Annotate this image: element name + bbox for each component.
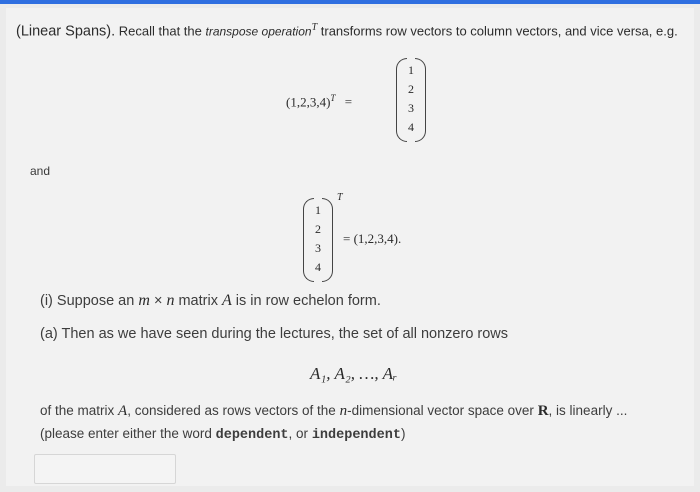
row-vector: (1,2,3,4)	[286, 94, 331, 110]
equation-1-lhs	[286, 93, 352, 110]
part-i-mid: matrix	[178, 293, 218, 309]
times-symbol: ×	[153, 293, 163, 309]
para-text: -dimensional vector space over	[347, 403, 534, 418]
para-text: (please enter either the word	[40, 426, 212, 441]
vector-entry: 2	[315, 222, 321, 236]
top-accent-bar	[0, 0, 700, 4]
var-m: m	[138, 292, 150, 309]
part-i-suffix: is in row echelon form.	[235, 293, 381, 309]
rows-formula: A₁, A₂, …, Aᵣ	[310, 364, 398, 383]
var-A: A	[118, 403, 128, 419]
column-vector-2	[303, 198, 333, 280]
intro-text-after: transforms row vectors to column vectors, and vice versa, e.g.	[320, 23, 678, 39]
paragraph-line-1	[40, 403, 627, 420]
var-n: n	[166, 292, 175, 309]
vector-entry: 3	[315, 241, 321, 255]
var-A: A	[221, 292, 232, 309]
question-title: (Linear Spans).	[16, 23, 116, 40]
intro-line	[16, 22, 678, 39]
part-a-text: (a) Then as we have seen during the lectures, the set of all nonzero rows	[40, 326, 509, 342]
para-text: , or	[288, 426, 309, 441]
column-vector-1	[396, 58, 426, 140]
answer-input[interactable]	[34, 454, 176, 484]
para-text: , is linearly ...	[548, 403, 628, 418]
para-text: , considered as rows vectors of the	[127, 403, 336, 418]
and-label: and	[30, 164, 51, 178]
equation-2-rhs: = (1,2,3,4).	[343, 231, 402, 246]
para-text: )	[400, 426, 406, 441]
vector-entry: 3	[408, 101, 414, 115]
intro-text-before: Recall that the	[118, 23, 202, 39]
equals-sign-1: =	[344, 94, 353, 110]
part-i-text	[40, 292, 381, 310]
vector-entry: 1	[408, 63, 414, 77]
reals-symbol: R	[537, 403, 549, 419]
transpose-word: transpose operation	[205, 24, 312, 39]
transpose-superscript: T	[311, 22, 318, 33]
para-text: of the matrix	[40, 403, 115, 418]
vector-entry: 2	[408, 82, 414, 96]
vector-entry: 1	[315, 203, 321, 217]
vector-entry: 4	[315, 260, 321, 274]
part-i-prefix: (i) Suppose an	[40, 293, 135, 309]
var-n: n	[339, 403, 348, 419]
transpose-sup-1: T	[330, 93, 336, 103]
transpose-sup-2: T	[337, 192, 343, 203]
paragraph-line-2	[40, 426, 405, 443]
vector-entry: 4	[408, 120, 414, 134]
word-dependent: dependent	[215, 428, 289, 443]
word-independent: independent	[311, 428, 401, 443]
